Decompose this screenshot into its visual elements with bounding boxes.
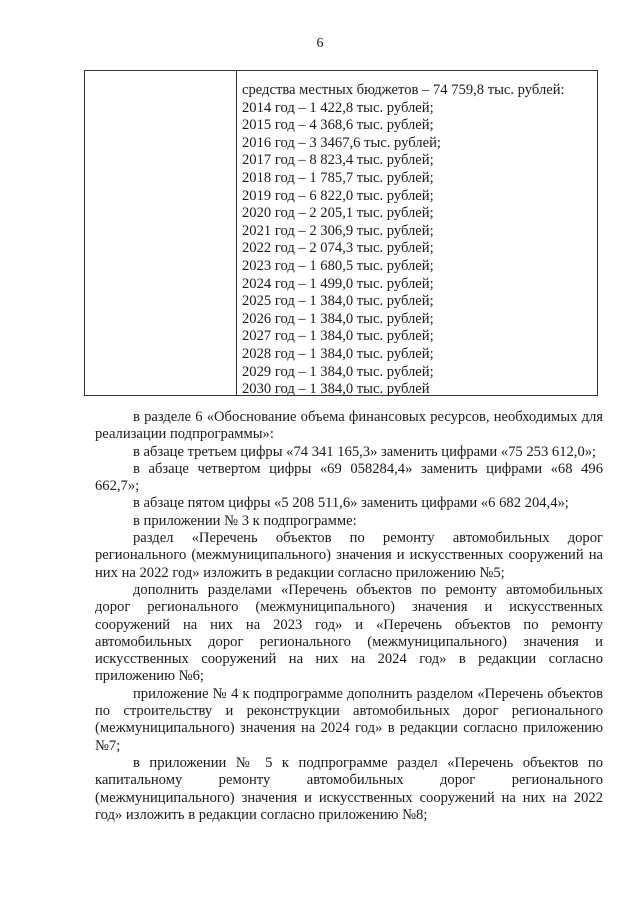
paragraph-appendix-5: в приложении № 5 к подпрограмме раздел «Перечень объектов по капитальному ремонту автомобильных дорог регионального (межмуниципального) значения и искусственных сооружений на них на 2022 год» изложить в редакции согласно приложению №8;	[95, 754, 603, 823]
paragraph-appendix-4: приложение № 4 к подпрограмме дополнить разделом «Перечень объектов по строительству и реконструкции автомобильных дорог регионального (межмуниципального) значения на 2024 год» в редакции согласно приложению №7;	[95, 685, 603, 754]
table-row: 2020 год – 2 205,1 тыс. рублей;	[242, 205, 434, 222]
table-row: 2017 год – 8 823,4 тыс. рублей;	[242, 152, 434, 169]
table-row: 2019 год – 6 822,0 тыс. рублей;	[242, 187, 434, 204]
table-row: 2026 год – 1 384,0 тыс. рублей;	[242, 310, 434, 327]
table-row: 2022 год – 2 074,3 тыс. рублей;	[242, 240, 434, 257]
table-row: 2029 год – 1 384,0 тыс. рублей;	[242, 363, 434, 380]
table-row: 2028 год – 1 384,0 тыс. рублей;	[242, 345, 434, 362]
table-header-line: средства местных бюджетов – 74 759,8 тыс. рублей:	[242, 82, 565, 98]
budget-table	[84, 70, 598, 396]
table-row: 2025 год – 1 384,0 тыс. рублей;	[242, 293, 434, 310]
document-body	[95, 409, 603, 824]
table-row: 2023 год – 1 680,5 тыс. рублей;	[242, 257, 434, 274]
table-row: 2030 год – 1 384,0 тыс. рублей	[242, 381, 430, 398]
paragraph-third-abzac: в абзаце третьем цифры «74 341 165,3» заменить цифрами «75 253 612,0»;	[133, 443, 597, 460]
paragraph-repair-2022: раздел «Перечень объектов по ремонту автомобильных дорог регионального (межмуниципального) значения и искусственных сооружений на них на 2022 год» изложить в редакции согласно приложению №5;	[95, 530, 603, 581]
table-right-cell	[237, 71, 597, 398]
table-row: 2014 год – 1 422,8 тыс. рублей;	[242, 99, 434, 116]
paragraph-fifth-abzac: в абзаце пятом цифры «5 208 511,6» заменить цифрами «6 682 204,4»;	[133, 495, 569, 512]
table-row: 2016 год – 3 3467,6 тыс. рублей;	[242, 134, 441, 151]
page-number: 6	[316, 36, 324, 51]
paragraph-section-6: в разделе 6 «Обоснование объема финансовых ресурсов, необходимых для реализации подпрограммы»:	[95, 409, 603, 443]
table-row: 2024 год – 1 499,0 тыс. рублей;	[242, 275, 434, 292]
table-row: 2027 год – 1 384,0 тыс. рублей;	[242, 328, 434, 345]
paragraph-repair-2023-2024: дополнить разделами «Перечень объектов по ремонту автомобильных дорог регионального (межмуниципального) значения и искусственных сооружений на них на 2023 год» и «Перечень объектов по ремонту автомобильных дорог регионального (межмуниципального) значения и искусственных сооружений на них на 2024 год» в редакции согласно приложению №6;	[95, 581, 603, 685]
paragraph-fourth-abzac: в абзаце четвертом цифры «69 058284,4» заменить цифрами «68 496 662,7»;	[95, 460, 603, 495]
table-row: 2015 год – 4 368,6 тыс. рублей;	[242, 117, 434, 134]
table-left-cell	[85, 71, 237, 395]
table-row: 2021 год – 2 306,9 тыс. рублей;	[242, 222, 434, 239]
table-row: 2018 год – 1 785,7 тыс. рублей;	[242, 169, 434, 186]
paragraph-appendix-3: в приложении № 3 к подпрограмме:	[133, 512, 357, 529]
